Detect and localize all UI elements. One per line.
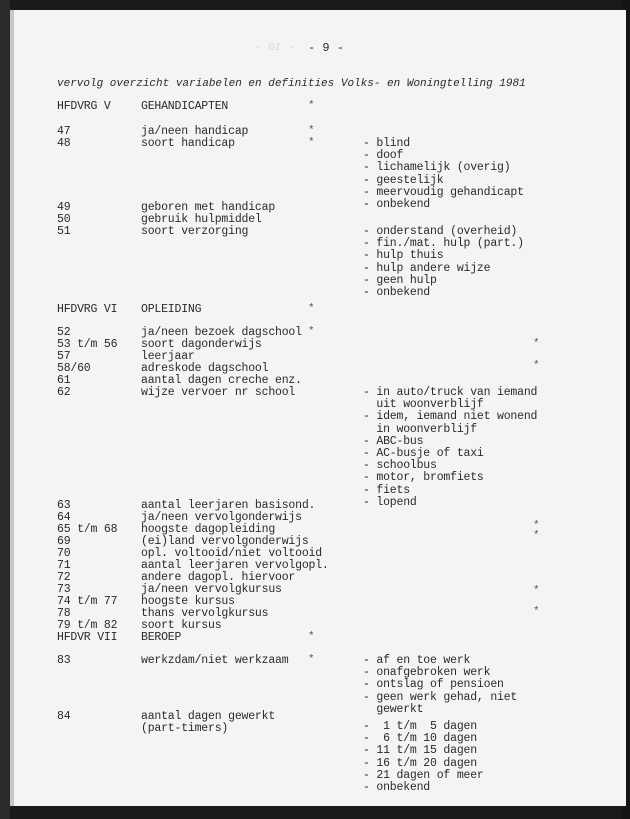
row-desc: adreskode dagschool <box>141 362 269 375</box>
option-item: - hulp thuis <box>363 249 444 263</box>
section-title: GEHANDICAPTEN <box>141 100 229 113</box>
option-item: - 6 t/m 10 dagen <box>363 732 477 746</box>
option-item: - 11 t/m 15 dagen <box>363 744 477 758</box>
asterisk-marker: * <box>533 606 540 618</box>
section-code: HFDVRG V <box>57 100 111 113</box>
row-desc: wijze vervoer nr school <box>141 386 296 399</box>
row-desc: thans vervolgkursus <box>141 607 269 620</box>
option-item: - onafgebroken werk <box>363 666 491 680</box>
option-item: - geen hulp <box>363 273 437 287</box>
row-desc: aantal leerjaren vervolgopl. <box>141 559 329 572</box>
asterisk-marker: * <box>533 520 540 532</box>
asterisk-marker: * <box>533 585 540 597</box>
option-item: - meervoudig gehandicapt <box>363 185 524 199</box>
row-code: 63 <box>57 499 71 512</box>
row-code: 50 <box>57 213 71 226</box>
row-desc-continued: (part-timers) <box>141 722 229 735</box>
row-desc: soort kursus <box>141 619 222 632</box>
asterisk-marker: * <box>533 530 540 542</box>
option-list <box>363 138 524 211</box>
row-desc: ja/neen bezoek dagschool <box>141 326 302 339</box>
row-code: 83 <box>57 654 71 667</box>
option-item: - fiets <box>363 483 410 497</box>
scan-spine-shadow <box>0 0 10 819</box>
asterisk-marker: * <box>308 654 315 666</box>
asterisk-marker: * <box>308 303 315 315</box>
option-item: - ABC-bus <box>363 434 424 448</box>
row-desc: soort handicap <box>141 137 235 150</box>
row-code: 72 <box>57 571 71 584</box>
option-item: - lichamelijk (overig) <box>363 161 511 175</box>
option-item: - 1 t/m 5 dagen <box>363 720 477 733</box>
row-desc: gebruik hulpmiddel <box>141 213 262 226</box>
option-item: - in auto/truck van iemand <box>363 386 538 399</box>
option-item: - geestelijk <box>363 173 444 187</box>
option-list <box>363 721 484 794</box>
option-item: - onbekend <box>363 198 431 212</box>
option-item: - 16 t/m 20 dagen <box>363 756 477 770</box>
row-code: 79 t/m 82 <box>57 619 118 632</box>
option-item: uit woonverblijf <box>363 398 484 412</box>
option-item: - idem, iemand niet wonend <box>363 410 538 424</box>
row-desc: aantal dagen creche enz. <box>141 374 302 387</box>
asterisk-marker: * <box>308 137 315 149</box>
option-list <box>363 387 537 509</box>
row-desc: opl. voltooid/niet voltooid <box>141 547 322 560</box>
option-item: - hulp andere wijze <box>363 261 491 275</box>
option-item: - blind <box>363 137 410 150</box>
option-item: - ontslag of pensioen <box>363 678 504 692</box>
option-item: - 21 dagen of meer <box>363 768 484 782</box>
row-code: 70 <box>57 547 71 560</box>
option-item: gewerkt <box>363 702 424 716</box>
option-item: - geen werk gehad, niet <box>363 690 518 704</box>
option-list <box>363 226 524 299</box>
section-code: HFDVR VII <box>57 631 118 644</box>
row-code: 65 t/m 68 <box>57 523 118 536</box>
row-code: 78 <box>57 607 71 620</box>
option-item: - onderstand (overheid) <box>363 225 518 238</box>
row-code: 58/60 <box>57 362 91 375</box>
row-desc: leerjaar <box>141 350 195 363</box>
asterisk-marker: * <box>308 326 315 338</box>
row-desc: werkzdam/niet werkzaam <box>141 654 289 667</box>
section-code: HFDVRG VI <box>57 303 118 316</box>
option-item: - onbekend <box>363 781 431 795</box>
row-desc: ja/neen vervolgonderwijs <box>141 511 302 524</box>
row-code: 47 <box>57 125 71 138</box>
row-code: 53 t/m 56 <box>57 338 118 351</box>
bleed-through-page-number: - 10 - <box>255 42 295 54</box>
row-desc: soort verzorging <box>141 225 249 238</box>
row-code: 64 <box>57 511 71 524</box>
row-desc: ja/neen vervolgkursus <box>141 583 282 596</box>
row-desc: (ei)land vervolgonderwijs <box>141 535 309 548</box>
asterisk-marker: * <box>533 338 540 350</box>
row-desc: andere dagopl. hiervoor <box>141 571 296 584</box>
section-title: OPLEIDING <box>141 303 202 316</box>
option-item: - af en toe werk <box>363 654 471 667</box>
row-code: 69 <box>57 535 71 548</box>
option-item: - AC-busje of taxi <box>363 447 484 461</box>
option-item: - onbekend <box>363 286 431 300</box>
row-code: 49 <box>57 201 71 214</box>
row-code: 52 <box>57 326 71 339</box>
page-number: - 9 - <box>308 41 345 55</box>
row-desc: aantal dagen gewerkt <box>141 710 276 723</box>
row-code: 84 <box>57 710 71 723</box>
row-desc: ja/neen handicap <box>141 125 249 138</box>
asterisk-marker: * <box>308 631 315 643</box>
row-desc: hoogste dagopleiding <box>141 523 276 536</box>
row-desc: aantal leerjaren basisond. <box>141 499 316 512</box>
row-code: 74 t/m 77 <box>57 595 118 608</box>
row-code: 51 <box>57 225 71 238</box>
row-code: 62 <box>57 386 71 399</box>
row-code: 71 <box>57 559 71 572</box>
row-code: 61 <box>57 374 71 387</box>
option-item: - doof <box>363 149 404 163</box>
row-desc: geboren met handicap <box>141 201 276 214</box>
row-code: 73 <box>57 583 71 596</box>
asterisk-marker: * <box>308 100 315 112</box>
option-item: - schoolbus <box>363 459 437 473</box>
row-code: 57 <box>57 350 71 363</box>
option-item: in woonverblijf <box>363 422 477 436</box>
page-heading: vervolg overzicht variabelen en definities Volks- en Woningtelling 1981 <box>57 78 526 90</box>
option-item: - motor, bromfiets <box>363 471 484 485</box>
row-desc: hoogste kursus <box>141 595 235 608</box>
option-item: - lopend <box>363 495 417 509</box>
asterisk-marker: * <box>308 125 315 137</box>
option-item: - fin./mat. hulp (part.) <box>363 237 524 251</box>
asterisk-marker: * <box>533 360 540 372</box>
row-code: 48 <box>57 137 71 150</box>
row-desc: soort dagonderwijs <box>141 338 262 351</box>
option-list <box>363 655 517 716</box>
section-title: BEROEP <box>141 631 182 644</box>
